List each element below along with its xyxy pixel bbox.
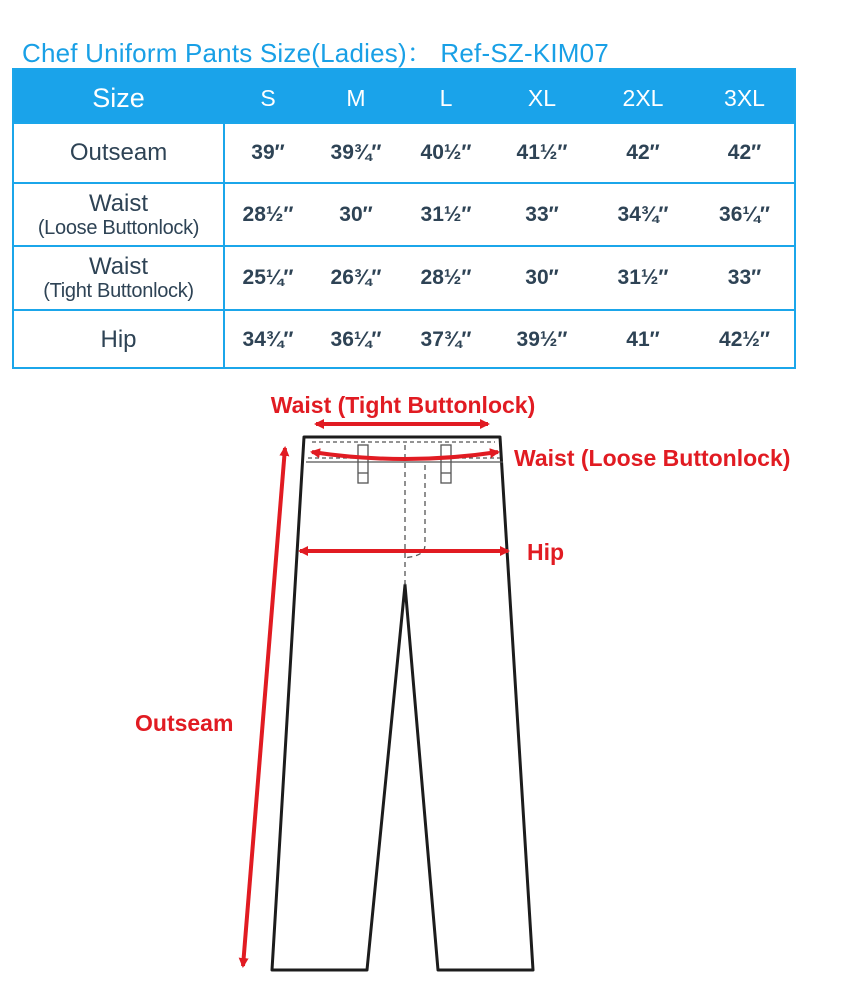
table-cell: 41″ <box>626 328 660 351</box>
table-cell: 40½″ <box>420 141 472 164</box>
table-cell: 42″ <box>626 141 660 164</box>
label-waist-loose: Waist (Loose Buttonlock) <box>514 445 791 471</box>
table-cell: 42″ <box>727 141 762 164</box>
table-cell: 30″ <box>525 266 559 289</box>
table-cell: 28½″ <box>420 266 472 289</box>
table-row-hip <box>14 309 794 369</box>
table-cell: 34¾″ <box>242 328 294 351</box>
table-cell: 36¼″ <box>330 328 382 351</box>
table-cell: 28½″ <box>242 202 294 226</box>
table-cell: 36¼″ <box>719 202 770 226</box>
size-chart-table <box>12 68 796 369</box>
label-hip: Hip <box>527 539 565 565</box>
page-title: Chef Uniform Pants Size(Ladies)： Ref-SZ-KIM07 <box>22 38 609 68</box>
table-cell: 25¼″ <box>242 266 294 289</box>
header-size-m: M <box>346 85 366 111</box>
row-label <box>14 311 223 369</box>
table-cell: 39¾″ <box>330 141 382 164</box>
table-cell: 37¾″ <box>420 328 472 351</box>
header-size-s: S <box>260 85 276 111</box>
row-label <box>14 247 223 309</box>
pants-outline <box>272 437 533 970</box>
table-cell: 39″ <box>251 141 285 164</box>
row-label-main: Outseam <box>69 139 168 166</box>
header-size-label: Size <box>92 83 145 113</box>
column-divider <box>223 122 225 367</box>
pants-measurement-diagram <box>0 380 850 1000</box>
table-cell: 33″ <box>525 202 559 226</box>
table-row-outseam <box>14 122 794 182</box>
table-row-waist-tight <box>14 245 794 309</box>
table-header-row <box>14 70 794 122</box>
header-size-xl: XL <box>527 85 557 111</box>
row-label-main: Waist <box>88 253 149 280</box>
row-label-sub: (Tight Buttonlock) <box>43 280 194 302</box>
row-label-main: Hip <box>100 326 137 353</box>
header-size-l: L <box>439 85 453 111</box>
table-row-waist-loose <box>14 182 794 245</box>
header-size-2xl: 2XL <box>622 85 664 111</box>
table-cell: 31½″ <box>420 202 472 226</box>
table-cell: 34¾″ <box>617 202 669 226</box>
row-label <box>14 184 223 245</box>
row-label-sub: (Loose Buttonlock) <box>37 216 200 239</box>
table-cell: 31½″ <box>617 266 669 289</box>
label-outseam: Outseam <box>135 710 234 736</box>
row-label-main: Waist <box>88 189 149 217</box>
table-cell: 33″ <box>727 266 762 289</box>
table-cell: 42½″ <box>719 328 770 351</box>
row-label <box>14 124 223 182</box>
table-cell: 26¾″ <box>330 266 382 289</box>
header-size-3xl: 3XL <box>724 85 765 111</box>
table-cell: 41½″ <box>516 141 568 164</box>
table-cell: 30″ <box>339 202 373 226</box>
table-cell: 39½″ <box>516 328 568 351</box>
label-waist-tight: Waist (Tight Buttonlock) <box>270 392 536 418</box>
